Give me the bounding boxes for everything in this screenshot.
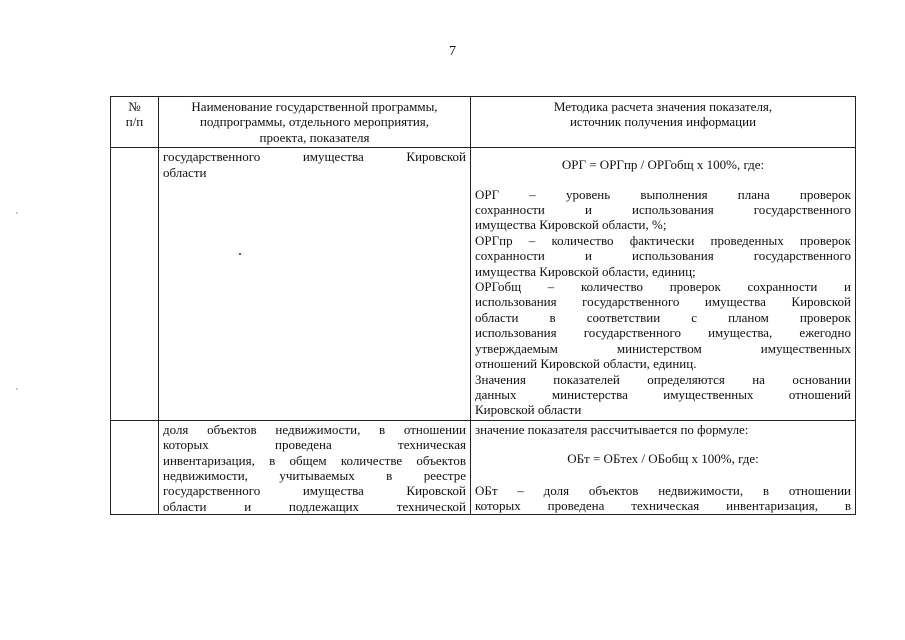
table-header-row — [111, 97, 856, 148]
definition-line: отношений Кировской области, единиц. — [475, 356, 697, 372]
name-line: инвентаризация, в общем количестве объектов — [163, 452, 466, 468]
header-number — [111, 97, 159, 148]
row-number-cell — [111, 148, 159, 421]
formula: ОРГ = ОРГпр / ОРГобщ x 100%, где: — [561, 157, 765, 173]
header-method-line: источник получения информации — [569, 114, 757, 130]
definition-line: ОБт – доля объектов недвижимости, в отношении — [475, 482, 851, 498]
scan-speck — [16, 388, 18, 390]
definition-line: которых проведена техническая инвентаризация, в — [475, 497, 851, 513]
name-line: государственного имущества Кировской — [163, 483, 466, 499]
row-number-cell — [111, 420, 159, 514]
name-line: области — [163, 164, 207, 180]
table-row — [111, 420, 856, 514]
formula: ОБт = ОБтех / ОБобщ x 100%, где: — [567, 451, 759, 467]
row-method-cell — [471, 420, 856, 514]
header-method — [471, 97, 856, 148]
name-line: недвижимости, учитываемых в реестре — [163, 467, 466, 483]
definition-orgpr — [475, 233, 851, 279]
page-number: 7 — [449, 44, 456, 59]
scan-speck — [239, 253, 241, 255]
data-source — [475, 372, 851, 418]
header-name-line: Наименование государственной программы, — [191, 99, 438, 114]
source-line: данных министерства имущественных отношений — [475, 386, 851, 402]
row-name-cell — [159, 420, 471, 514]
header-number-line: № — [128, 99, 141, 114]
table-row — [111, 148, 856, 421]
definition-org — [475, 187, 851, 233]
row-method-cell — [471, 148, 856, 421]
name-line: государственного имущества Кировской — [163, 149, 466, 165]
definition-line: ОРГ – уровень выполнения плана проверок — [475, 186, 851, 202]
definition-line: использования государственного имущества Кировской — [475, 294, 851, 310]
definition-line: ОРГобщ – количество проверок сохранности и — [475, 279, 851, 295]
name-line: которых проведена техническая — [163, 437, 466, 453]
header-name-line: подпрограммы, отдельного мероприятия, — [199, 114, 430, 130]
header-number-line: п/п — [125, 114, 144, 130]
definition-line: сохранности и использования государственного — [475, 202, 851, 218]
definition-obt — [475, 483, 851, 514]
definition-line: области в соответствии с планом проверок — [475, 309, 851, 325]
definition-line: использования государственного имущества, ежегодно — [475, 325, 851, 341]
formula-intro: значение показателя рассчитывается по формуле: — [475, 421, 749, 437]
header-method-line: Методика расчета значения показателя, — [553, 99, 773, 114]
row-name-cell — [159, 148, 471, 421]
definition-line: имущества Кировской области, единиц; — [475, 263, 696, 279]
source-line: Кировской области — [475, 402, 582, 418]
indicator-methodology-table — [110, 96, 856, 515]
definition-orgobsh — [475, 279, 851, 371]
source-line: Значения показателей определяются на основании — [475, 371, 851, 387]
name-line: доля объектов недвижимости, в отношении — [163, 421, 466, 437]
scan-speck — [16, 212, 18, 214]
definition-line: сохранности и использования государственного — [475, 248, 851, 264]
name-line: области и подлежащих технической — [163, 498, 466, 514]
header-name — [159, 97, 471, 148]
definition-line: ОРГпр – количество фактически проведенных проверок — [475, 232, 851, 248]
definition-line: утверждаемым министерством имущественных — [475, 340, 851, 356]
definition-line: имущества Кировской области, %; — [475, 217, 667, 233]
header-name-line: проекта, показателя — [259, 129, 370, 145]
